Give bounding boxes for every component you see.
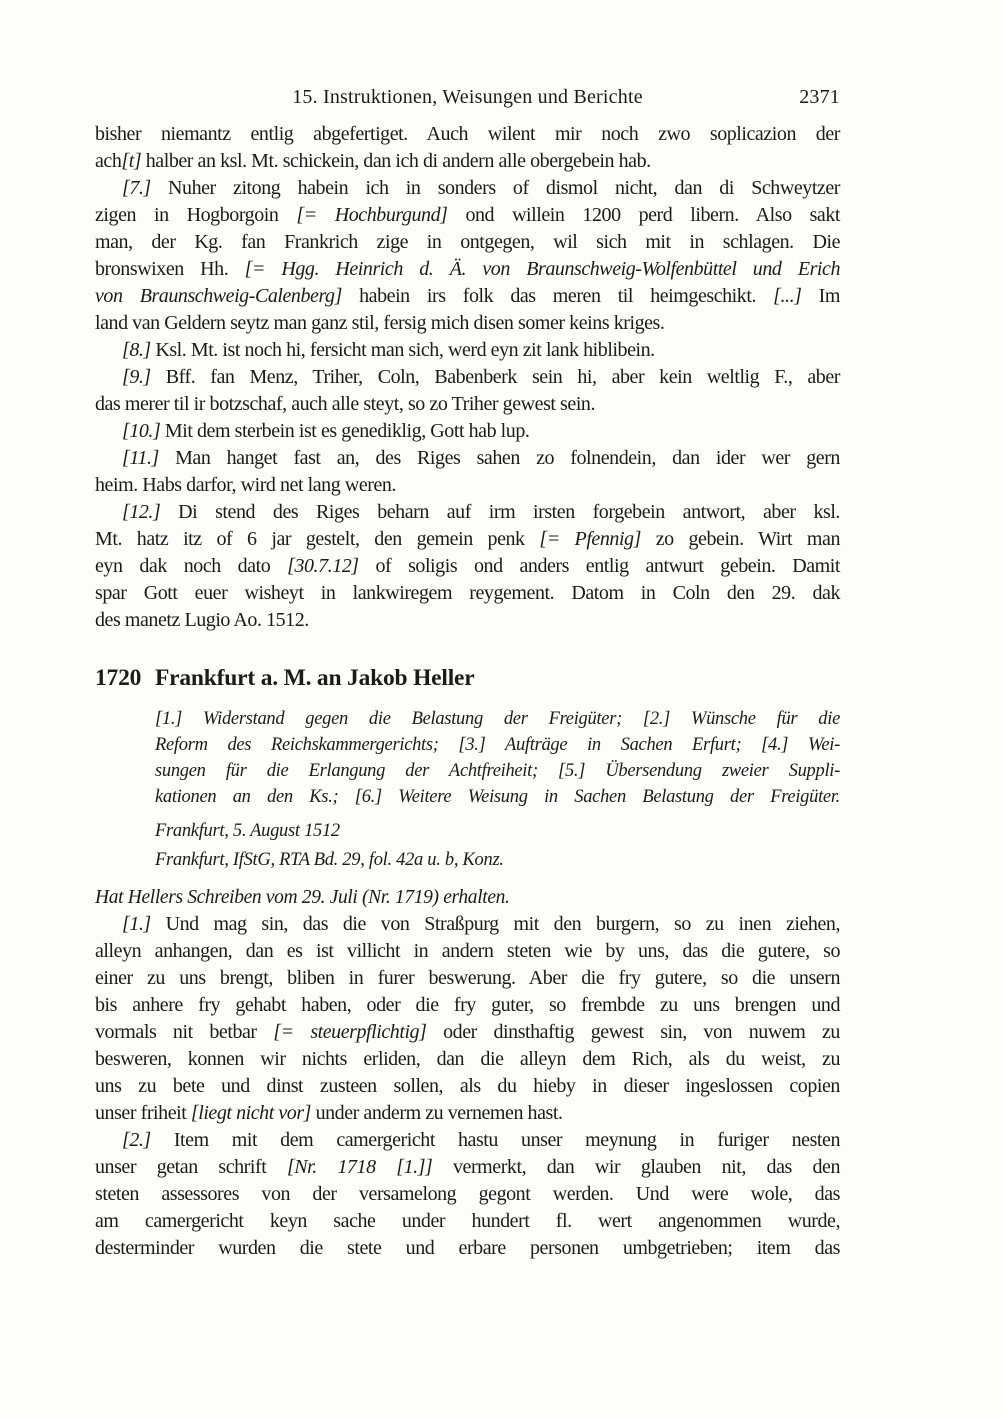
text-line — [95, 580, 840, 607]
text-segment: steten assessores von der versamelong gegont werden. Und were wole, das — [95, 1183, 840, 1205]
text-line — [95, 499, 840, 526]
paragraph-9 — [95, 364, 840, 418]
text-line — [95, 1154, 840, 1181]
text-line — [95, 1235, 840, 1262]
text-line — [95, 256, 840, 283]
text-line — [95, 418, 840, 445]
text-segment: Ksl. Mt. ist noch hi, fersicht man sich, werd eyn zit lank hiblibein. — [155, 339, 655, 361]
paragraph-7 — [95, 175, 840, 337]
text-line — [95, 364, 840, 391]
text-segment: bisher niemantz entlig abgefertiget. Auch wilent mir noch zwo soplicazion der — [95, 123, 840, 145]
text-segment: ach — [95, 150, 122, 172]
text-segment: [...] — [773, 285, 802, 307]
text-segment: habein irs folk das meren til heimgeschikt. — [341, 285, 774, 307]
text-line — [95, 1208, 840, 1235]
text-line — [95, 472, 840, 499]
text-segment: Mit dem sterbein ist es genediklig, Gott hab lup. — [164, 420, 530, 442]
entry-number: 1720 — [95, 665, 142, 691]
paragraph-2 — [95, 1127, 840, 1262]
text-line — [95, 992, 840, 1019]
text-line — [95, 1181, 840, 1208]
text-line — [95, 202, 840, 229]
paragraph-10 — [95, 418, 840, 445]
text-segment: of soligis ond anders entlig antwurt gebein. Damit — [358, 555, 840, 577]
text-segment: Frankfurt, 5. August 1512 — [155, 821, 340, 841]
text-segment: oder dinsthaftig gewest sin, von nuwem zu — [426, 1021, 840, 1043]
text-segment: [10.] — [122, 420, 165, 442]
text-segment: [liegt nicht vor] — [190, 1102, 312, 1124]
text-segment: [9.] — [122, 366, 166, 388]
text-segment: under anderm zu vernemen hast. — [311, 1102, 563, 1124]
text-line — [155, 784, 840, 810]
text-segment: heim. Habs darfor, wird net lang weren. — [95, 474, 396, 496]
text-line — [95, 1019, 840, 1046]
text-segment: sungen für die Erlangung der Achtfreiheit; [5.] Übersendung zweier Suppli- — [155, 761, 840, 781]
text-segment: [11.] — [122, 447, 176, 469]
text-segment: Mt. hatz itz of 6 jar gestelt, den gemein penk — [95, 528, 540, 550]
text-segment: von Braunschweig-Calenberg] — [95, 285, 342, 307]
text-segment: Reform des Reichskammergerichts; [3.] Aufträge in Sachen Erfurt; [4.] Wei- — [155, 735, 840, 755]
text-segment: vermerkt, dan wir glauben nit, das den — [432, 1156, 840, 1178]
paragraph-8 — [95, 337, 840, 364]
page-number: 2371 — [799, 86, 840, 108]
text-segment: Bff. fan Menz, Triher, Coln, Babenberk sein hi, aber kein weltlig F., aber — [165, 366, 840, 388]
entry-title: Frankfurt a. M. an Jakob Heller — [155, 665, 475, 691]
text-segment: das merer til ir botzschaf, auch alle steyt, so zo Triher gewest sein. — [95, 393, 596, 415]
text-segment: des manetz Lugio Ao. 1512. — [95, 609, 309, 631]
paragraph-11 — [95, 445, 840, 499]
text-line — [95, 607, 840, 634]
paragraph-continuation — [95, 121, 840, 175]
text-segment: [7.] — [122, 177, 169, 199]
text-segment: unser getan schrift — [95, 1156, 287, 1178]
text-segment: [1.] Widerstand gegen die Belastung der Freigüter; [2.] Wünsche für die — [155, 709, 840, 729]
entry-regest — [95, 884, 840, 911]
text-segment: Und mag sin, das die von Straßpurg mit den burgern, so zu inen ziehen, — [165, 913, 840, 935]
paragraph-1 — [95, 911, 840, 1127]
text-segment: ond willein 1200 perd libern. Also sakt — [447, 204, 840, 226]
text-segment: man, der Kg. fan Frankrich zige in ontgegen, wil sich mit in schlagen. Die — [95, 231, 840, 253]
text-segment: [8.] — [122, 339, 156, 361]
letter-1719-continuation — [95, 121, 840, 634]
text-line — [95, 121, 840, 148]
text-segment: bis anhere fry gehabt haben, oder die fry guter, so frembde zu uns brengen und — [95, 994, 840, 1016]
paragraph-12 — [95, 499, 840, 634]
text-line — [95, 1127, 840, 1154]
text-line — [95, 965, 840, 992]
running-head — [95, 85, 840, 109]
text-line — [155, 818, 840, 844]
text-segment: [= Hochburgund] — [296, 204, 448, 226]
text-line — [95, 229, 840, 256]
entry-summary — [155, 706, 840, 810]
entry-1720 — [95, 664, 840, 1262]
text-segment: [2.] — [122, 1129, 174, 1151]
entry-place-date — [155, 818, 840, 844]
text-line — [155, 732, 840, 758]
text-segment: [12.] — [122, 501, 179, 523]
text-segment: [30.7.12] — [287, 555, 359, 577]
text-segment: alleyn anhangen, dan es ist villicht in andern steten wie by uns, das die gutere, so — [95, 940, 840, 962]
text-segment: [= Hgg. Heinrich d. Ä. von Braunschweig-Wolfenbüttel und Erich — [244, 258, 841, 280]
text-block — [95, 85, 840, 1262]
text-line — [95, 911, 840, 938]
text-line — [95, 148, 840, 175]
entry-archive-reference — [155, 847, 840, 873]
text-segment: zo gebein. Wirt man — [640, 528, 840, 550]
text-segment: halber an ksl. Mt. schickein, dan ich di andern alle obergebein hab. — [141, 150, 651, 172]
text-line — [95, 884, 840, 911]
text-line — [155, 847, 840, 873]
text-segment: bronswixen Hh. — [95, 258, 245, 280]
text-segment: land van Geldern seytz man ganz stil, fersig mich disen somer keins kriges. — [95, 312, 665, 334]
text-segment: zigen in Hogborgoin — [95, 204, 297, 226]
entry-heading — [95, 664, 840, 692]
text-segment: am camergericht keyn sache under hundert fl. wert angenommen wurde, — [95, 1210, 840, 1232]
text-segment: [1.] — [122, 913, 166, 935]
text-segment: besweren, konnen wir nichts erliden, dan die alleyn dem Rich, als du weist, zu — [95, 1048, 840, 1070]
text-segment: unser friheit — [95, 1102, 191, 1124]
text-line — [95, 938, 840, 965]
text-segment: [t] — [121, 150, 142, 172]
text-line — [95, 1046, 840, 1073]
text-segment: uns zu bete und dinst zusteen sollen, als du hieby in dieser ingeslossen copien — [95, 1075, 840, 1097]
text-segment: [= Pfennig] — [539, 528, 641, 550]
running-head-title: 15. Instruktionen, Weisungen und Berichte — [292, 86, 643, 108]
text-segment: einer zu uns brengt, bliben in furer beswerung. Aber die fry gutere, so die unsern — [95, 967, 840, 989]
text-segment: kationen an den Ks.; [6.] Weitere Weisung in Sachen Belastung der Freigüter. — [155, 787, 840, 807]
text-line — [95, 526, 840, 553]
text-segment: Frankfurt, IfStG, RTA Bd. 29, fol. 42a u. b, Konz. — [155, 850, 504, 870]
text-line — [95, 553, 840, 580]
text-segment: Man hanget fast an, des Riges sahen zo folnendein, dan ider wer gern — [175, 447, 840, 469]
text-line — [95, 337, 840, 364]
text-line — [95, 1073, 840, 1100]
text-segment: spar Gott euer wisheyt in lankwiregem reygement. Datom in Coln den 29. dak — [95, 582, 840, 604]
text-line — [95, 283, 840, 310]
text-segment: eyn dak noch dato — [95, 555, 288, 577]
text-segment: Item mit dem camergericht hastu unser meynung in furiger nesten — [173, 1129, 840, 1151]
text-segment: Hat Hellers Schreiben vom 29. Juli (Nr. 1719) erhalten. — [95, 887, 510, 908]
text-line — [95, 310, 840, 337]
text-segment: [Nr. 1718 [1.]] — [286, 1156, 433, 1178]
text-line — [155, 758, 840, 784]
text-line — [155, 706, 840, 732]
text-line — [95, 175, 840, 202]
text-line — [95, 1100, 840, 1127]
text-line — [95, 445, 840, 472]
text-segment: [= steuerpflichtig] — [273, 1021, 427, 1043]
text-segment: Di stend des Riges beharn auf irm irsten forgebein antwort, aber ksl. — [178, 501, 840, 523]
text-line — [95, 391, 840, 418]
text-segment: Nuher zitong habein ich in sonders of dismol nicht, dan di Schweytzer — [168, 177, 840, 199]
text-segment: desterminder wurden die stete und erbare personen umbgetrieben; item das — [95, 1237, 840, 1259]
text-segment: vormals nit betbar — [95, 1021, 274, 1043]
text-segment: Im — [801, 285, 840, 307]
